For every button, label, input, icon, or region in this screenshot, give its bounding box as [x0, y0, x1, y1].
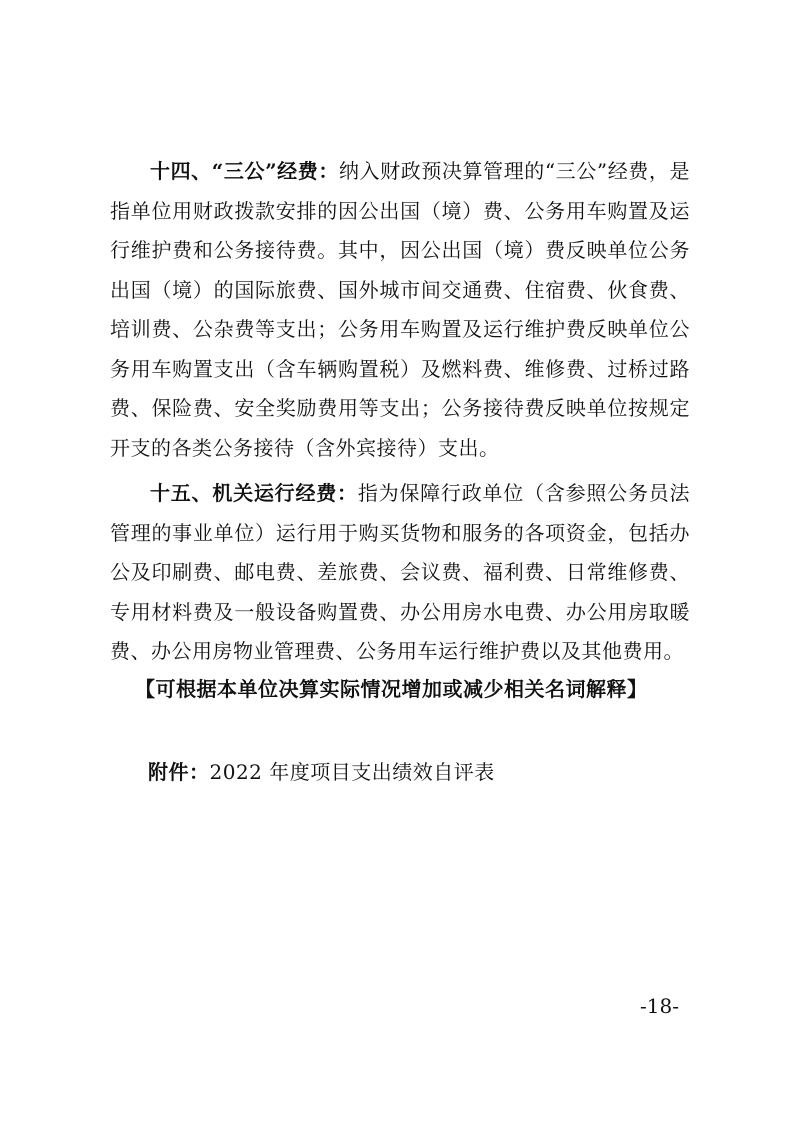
paragraph-heading: 十五、机关运行经费：	[150, 481, 358, 505]
attachment-text: 2022 年度项目支出绩效自评表	[209, 760, 495, 784]
attachment-label: 附件：	[148, 760, 210, 784]
paragraph-operating-expenses	[110, 474, 690, 672]
attachment-line	[148, 757, 495, 787]
paragraph-body: 纳入财政预决算管理的“三公”经费，是指单位用财政拨款安排的因公出国（境）费、公务用车购置及运行维护费和公务接待费。其中，因公出国（境）费反映单位公务出国（境）的国际旅费、国外城市间交通费、住宿费、伙食费、培训费、公杂费等支出；公务用车购置及运行维护费反映单位公务用车购置支出（含车辆购置税）及燃料费、维修费、过桥过路费、保险费、安全奖励费用等支出；公务接待费反映单位按规定开支的各类公务接待（含外宾接待）支出。	[110, 159, 690, 460]
page-number: -18-	[640, 994, 679, 1018]
paragraph-three-public-expenses	[110, 152, 690, 468]
paragraph-heading: 十四、“三公”经费：	[150, 159, 339, 183]
editor-note: 【可根据本单位决算实际情况增加或减少相关名词解释】	[135, 677, 648, 701]
paragraph-body: 指为保障行政单位（含参照公务员法管理的事业单位）运行用于购买货物和服务的各项资金，包括办公及印刷费、邮电费、差旅费、会议费、福利费、日常维修费、专用材料费及一般设备购置费、办公用房水电费、办公用房取暖费、办公用房物业管理费、公务用车运行维护费以及其他费用。	[110, 481, 691, 663]
